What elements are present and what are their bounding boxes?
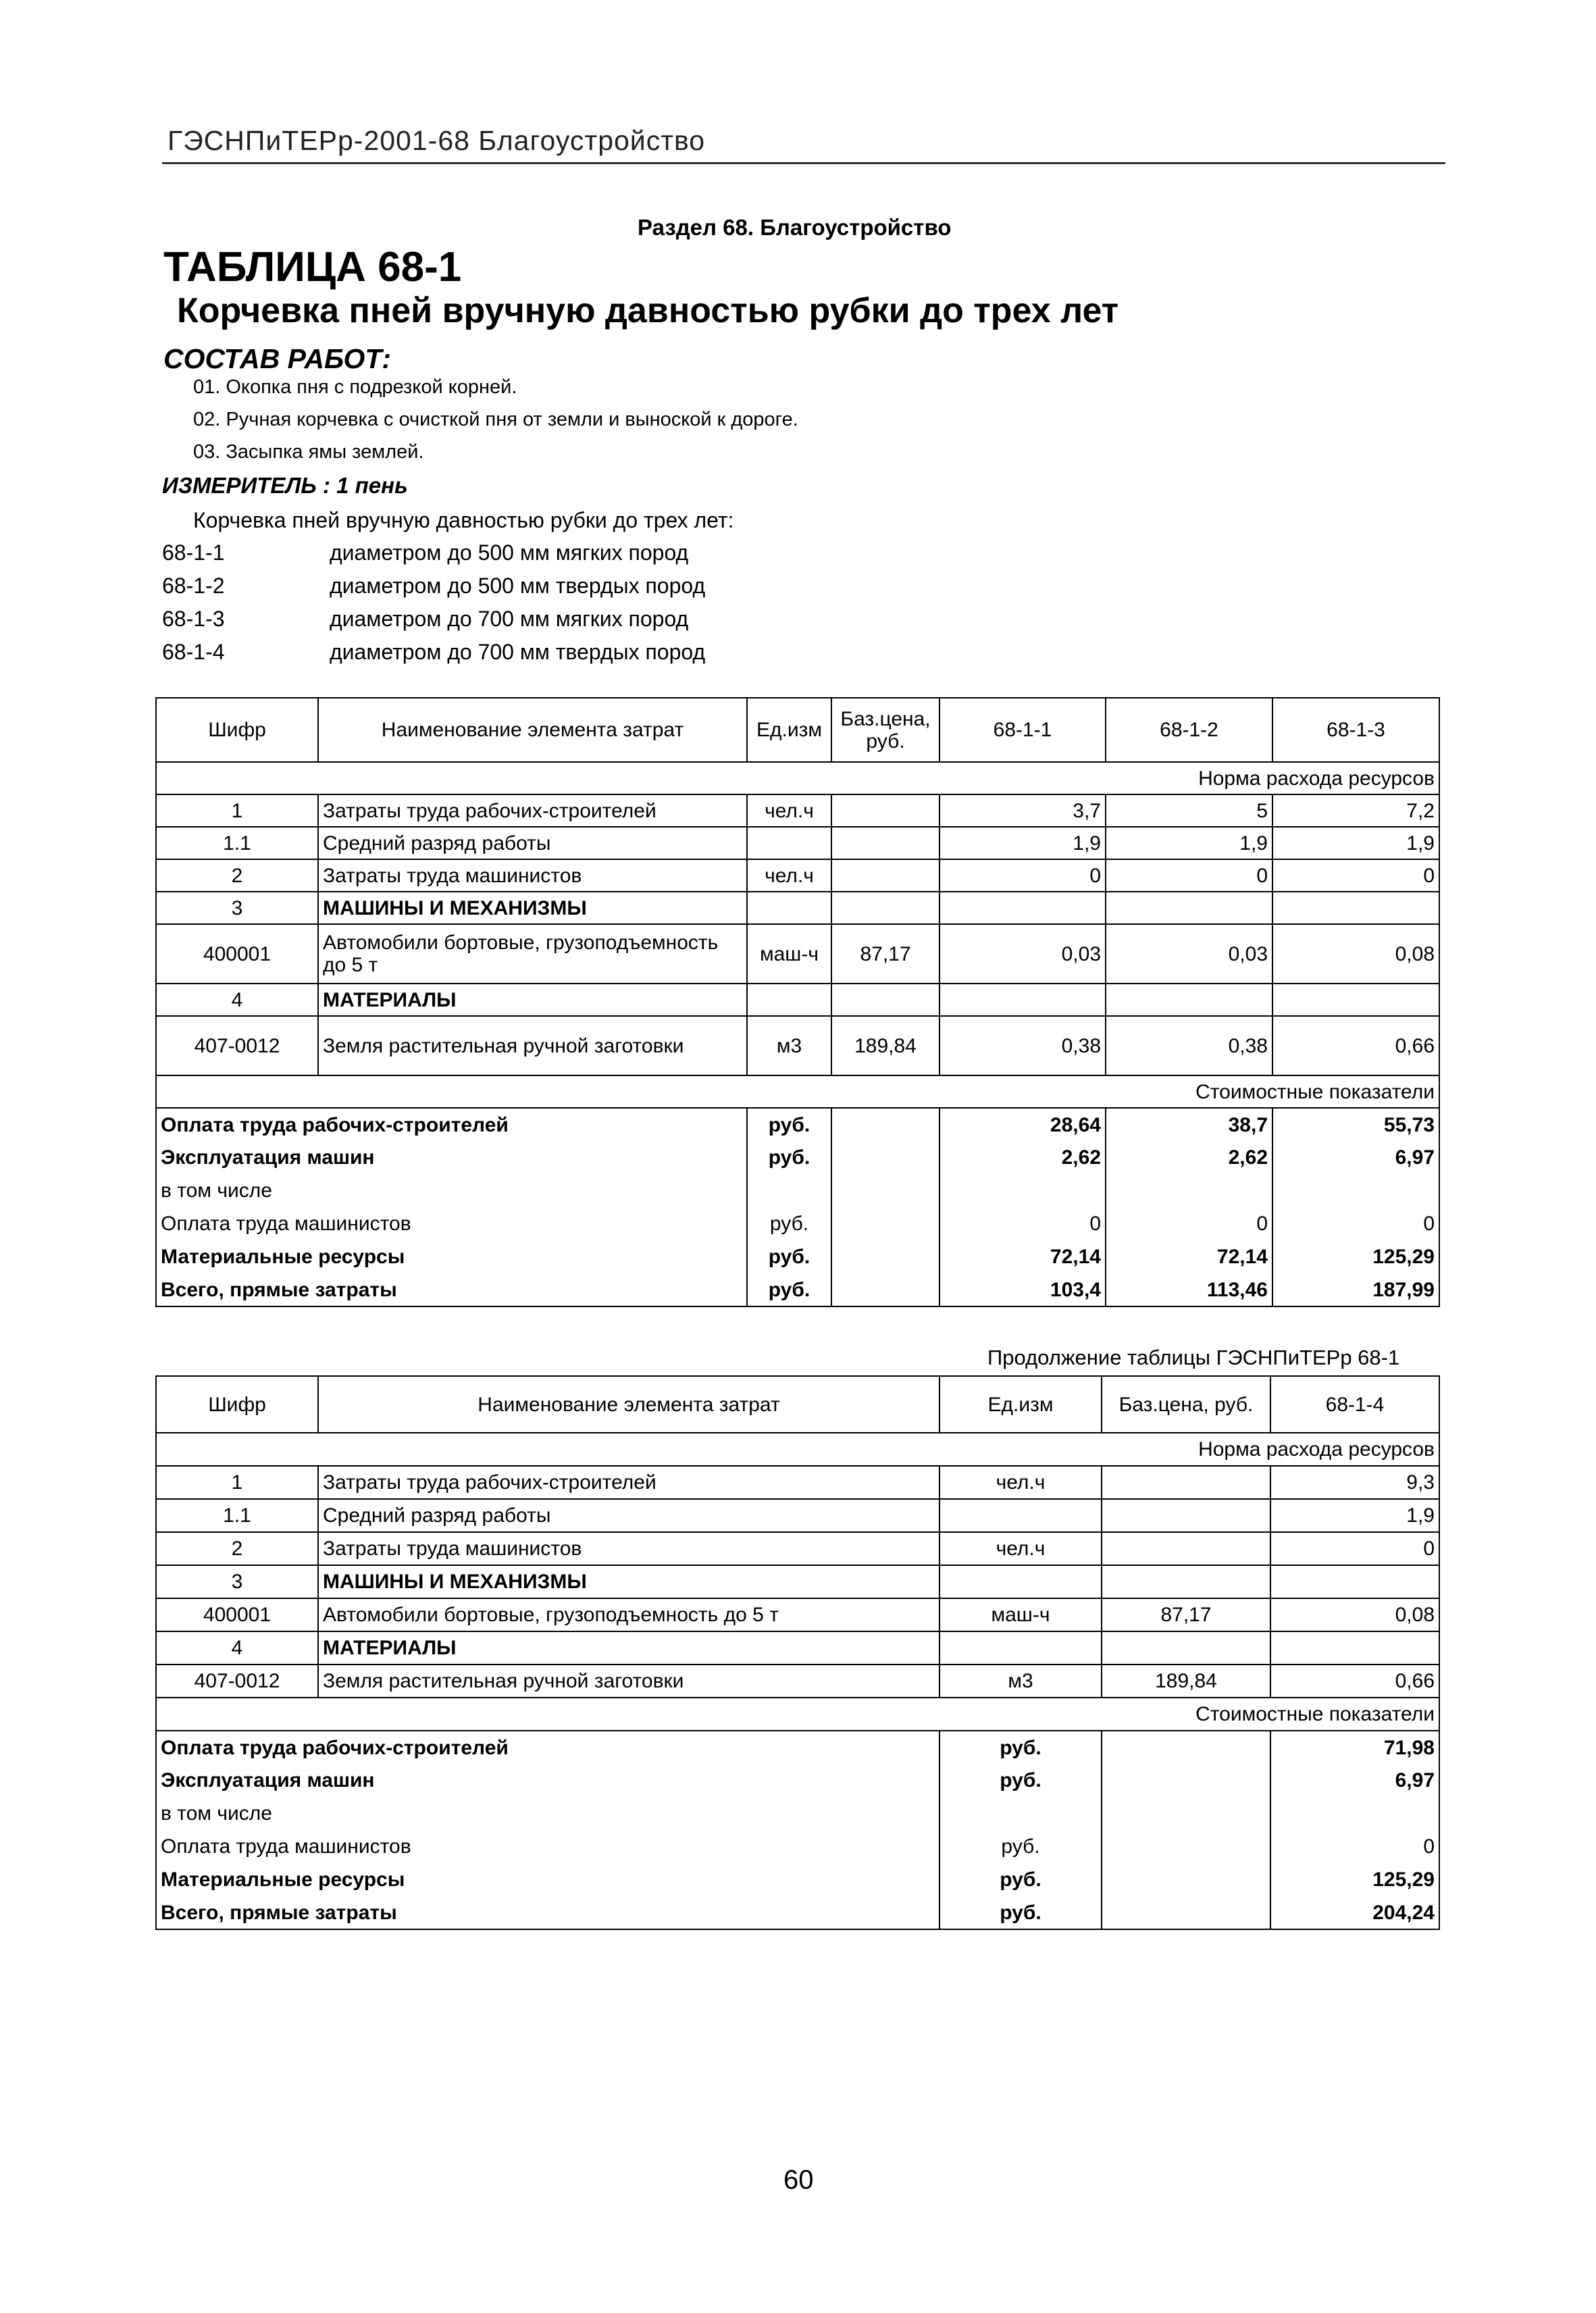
row-code: 3 bbox=[156, 1565, 318, 1598]
variant-code: 68-1-3 bbox=[162, 607, 225, 631]
cost-value: 0 bbox=[939, 1207, 1106, 1240]
row-value: 0,03 bbox=[939, 924, 1106, 984]
table-header-row bbox=[156, 1376, 1439, 1433]
cost-row bbox=[156, 1207, 1439, 1240]
running-header: ГЭСНПиТЕРр-2001-68 Благоустройство bbox=[168, 125, 706, 156]
row-unit: чел.ч bbox=[939, 1532, 1102, 1565]
cost-value: 72,14 bbox=[1106, 1240, 1272, 1273]
row-code: 4 bbox=[156, 1631, 318, 1664]
row-unit: чел.ч bbox=[747, 794, 831, 827]
row-name: МАШИНЫ И МЕХАНИЗМЫ bbox=[318, 1565, 939, 1598]
cost-value: 2,62 bbox=[1106, 1141, 1272, 1174]
row-unit: чел.ч bbox=[747, 859, 831, 892]
row-unit bbox=[939, 1631, 1102, 1664]
table-row bbox=[156, 1598, 1439, 1631]
col-header-price: Баз.цена, руб. bbox=[831, 698, 939, 762]
col-header-68-1-2: 68-1-2 bbox=[1106, 698, 1272, 762]
table-row bbox=[156, 924, 1439, 984]
cost-label: Материальные ресурсы bbox=[156, 1863, 939, 1896]
row-price bbox=[1102, 1532, 1270, 1565]
row-value: 0 bbox=[1270, 1532, 1439, 1565]
variant-code: 68-1-4 bbox=[162, 640, 225, 664]
row-code: 2 bbox=[156, 859, 318, 892]
row-code: 1.1 bbox=[156, 827, 318, 859]
variant-desc: диаметром до 700 мм твердых пород bbox=[330, 640, 706, 664]
cost-value: 204,24 bbox=[1270, 1896, 1439, 1929]
table-row bbox=[156, 1499, 1439, 1532]
cost-unit bbox=[747, 1174, 831, 1207]
table-row bbox=[156, 1664, 1439, 1698]
cost-unit: руб. bbox=[747, 1240, 831, 1273]
row-price: 189,84 bbox=[1102, 1664, 1270, 1698]
work-item: 03. Засыпка ямы землей. bbox=[193, 441, 424, 463]
row-unit bbox=[747, 984, 831, 1016]
row-code: 3 bbox=[156, 892, 318, 924]
row-name: МАТЕРИАЛЫ bbox=[318, 984, 747, 1016]
row-value: 9,3 bbox=[1270, 1466, 1439, 1499]
row-value bbox=[1270, 1565, 1439, 1598]
cost-row bbox=[156, 1896, 1439, 1929]
table-row bbox=[156, 794, 1439, 827]
cost-row bbox=[156, 1863, 1439, 1896]
row-code: 1.1 bbox=[156, 1499, 318, 1532]
cost-row bbox=[156, 1797, 1439, 1830]
cost-unit: руб. bbox=[747, 1141, 831, 1174]
measure-unit: ИЗМЕРИТЕЛЬ : 1 пень bbox=[162, 473, 408, 498]
row-value: 1,9 bbox=[939, 827, 1106, 859]
row-value bbox=[1272, 984, 1439, 1016]
row-value: 1,9 bbox=[1106, 827, 1272, 859]
col-header-unit: Ед.изм bbox=[939, 1376, 1102, 1433]
col-header-name: Наименование элемента затрат bbox=[318, 1376, 939, 1433]
cost-row bbox=[156, 1240, 1439, 1273]
cost-label: Оплата труда рабочих-строителей bbox=[156, 1731, 939, 1764]
cost-value: 38,7 bbox=[1106, 1108, 1272, 1141]
row-unit: м3 bbox=[747, 1016, 831, 1075]
cost-row bbox=[156, 1141, 1439, 1174]
row-price bbox=[831, 984, 939, 1016]
col-header-68-1-1: 68-1-1 bbox=[939, 698, 1106, 762]
row-unit: м3 bbox=[939, 1664, 1102, 1698]
cost-unit bbox=[939, 1797, 1102, 1830]
row-unit bbox=[939, 1499, 1102, 1532]
col-header-unit: Ед.изм bbox=[747, 698, 831, 762]
col-header-price: Баз.цена, руб. bbox=[1102, 1376, 1270, 1433]
row-price bbox=[831, 794, 939, 827]
cost-value: 6,97 bbox=[1270, 1764, 1439, 1797]
row-value: 0,08 bbox=[1272, 924, 1439, 984]
row-name: МАТЕРИАЛЫ bbox=[318, 1631, 939, 1664]
row-code: 407-0012 bbox=[156, 1664, 318, 1698]
row-code: 1 bbox=[156, 1466, 318, 1499]
resource-table-continuation bbox=[155, 1375, 1440, 1930]
row-name: Затраты труда рабочих-строителей bbox=[318, 794, 747, 827]
resource-table-main bbox=[155, 697, 1440, 1307]
header-rule bbox=[162, 162, 1445, 164]
section-title: Раздел 68. Благоустройство bbox=[638, 215, 952, 240]
cost-unit: руб. bbox=[939, 1830, 1102, 1863]
row-price bbox=[1102, 1565, 1270, 1598]
table-header-row bbox=[156, 698, 1439, 762]
cost-value: 55,73 bbox=[1272, 1108, 1439, 1141]
work-item: 01. Окопка пня с подрезкой корней. bbox=[193, 376, 517, 398]
cost-value: 28,64 bbox=[939, 1108, 1106, 1141]
variant-desc: диаметром до 500 мм твердых пород bbox=[330, 574, 706, 598]
table-row bbox=[156, 1532, 1439, 1565]
cost-label: Материальные ресурсы bbox=[156, 1240, 747, 1273]
row-value: 0 bbox=[939, 859, 1106, 892]
row-value: 0,38 bbox=[1106, 1016, 1272, 1075]
cost-band: Стоимостные показатели bbox=[156, 1698, 1439, 1731]
variants-intro: Корчевка пней вручную давностью рубки до трех лет: bbox=[193, 508, 734, 532]
row-name: Затраты труда машинистов bbox=[318, 859, 747, 892]
col-header-name: Наименование элемента затрат bbox=[318, 698, 747, 762]
row-unit bbox=[747, 827, 831, 859]
cost-value: 6,97 bbox=[1272, 1141, 1439, 1174]
cost-band: Стоимостные показатели bbox=[156, 1075, 1439, 1108]
row-unit: маш-ч bbox=[939, 1598, 1102, 1631]
row-name: Земля растительная ручной заготовки bbox=[318, 1664, 939, 1698]
row-price bbox=[831, 892, 939, 924]
cost-value: 125,29 bbox=[1270, 1863, 1439, 1896]
table-row bbox=[156, 1565, 1439, 1598]
cost-value: 187,99 bbox=[1272, 1273, 1439, 1306]
row-value bbox=[1106, 892, 1272, 924]
row-value: 5 bbox=[1106, 794, 1272, 827]
cost-row bbox=[156, 1108, 1439, 1141]
cost-label: Всего, прямые затраты bbox=[156, 1273, 747, 1306]
row-value bbox=[1272, 892, 1439, 924]
row-name: Автомобили бортовые, грузоподъемность до 5 т bbox=[318, 1598, 939, 1631]
variant-code: 68-1-1 bbox=[162, 540, 225, 565]
row-value: 0,03 bbox=[1106, 924, 1272, 984]
row-code: 407-0012 bbox=[156, 1016, 318, 1075]
table-row bbox=[156, 984, 1439, 1016]
row-price bbox=[1102, 1499, 1270, 1532]
row-price bbox=[1102, 1631, 1270, 1664]
table-number: ТАБЛИЦА 68-1 bbox=[163, 244, 462, 290]
row-value: 0,38 bbox=[939, 1016, 1106, 1075]
col-header-code: Шифр bbox=[156, 1376, 318, 1433]
cost-value bbox=[1272, 1174, 1439, 1207]
row-price: 189,84 bbox=[831, 1016, 939, 1075]
cost-row bbox=[156, 1731, 1439, 1764]
cost-value: 125,29 bbox=[1272, 1240, 1439, 1273]
cost-value: 0 bbox=[1106, 1207, 1272, 1240]
row-name: Затраты труда рабочих-строителей bbox=[318, 1466, 939, 1499]
cost-unit: руб. bbox=[747, 1207, 831, 1240]
works-heading: СОСТАВ РАБОТ: bbox=[163, 343, 392, 374]
cost-label: Всего, прямые затраты bbox=[156, 1896, 939, 1929]
row-value: 0,66 bbox=[1270, 1664, 1439, 1698]
table-row bbox=[156, 1016, 1439, 1075]
row-price: 87,17 bbox=[1102, 1598, 1270, 1631]
cost-label: в том числе bbox=[156, 1797, 939, 1830]
work-item: 02. Ручная корчевка с очисткой пня от земли и выноской к дороге. bbox=[193, 409, 798, 430]
row-name: Автомобили бортовые, грузоподъемность до 5 т bbox=[318, 924, 747, 984]
cost-row bbox=[156, 1830, 1439, 1863]
table-row bbox=[156, 1631, 1439, 1664]
cost-label: Эксплуатация машин bbox=[156, 1141, 747, 1174]
norm-band: Норма расхода ресурсов bbox=[156, 762, 1439, 794]
row-value bbox=[1106, 984, 1272, 1016]
row-unit: чел.ч bbox=[939, 1466, 1102, 1499]
cost-value: 72,14 bbox=[939, 1240, 1106, 1273]
variant-code: 68-1-2 bbox=[162, 574, 225, 598]
variant-desc: диаметром до 700 мм мягких пород bbox=[330, 607, 689, 631]
cost-unit: руб. bbox=[939, 1863, 1102, 1896]
cost-value bbox=[939, 1174, 1106, 1207]
cost-value: 2,62 bbox=[939, 1141, 1106, 1174]
col-header-code: Шифр bbox=[156, 698, 318, 762]
row-code: 400001 bbox=[156, 924, 318, 984]
variant-desc: диаметром до 500 мм мягких пород bbox=[330, 540, 689, 565]
row-price bbox=[831, 827, 939, 859]
row-name: МАШИНЫ И МЕХАНИЗМЫ bbox=[318, 892, 747, 924]
table-row bbox=[156, 859, 1439, 892]
cost-label: Оплата труда рабочих-строителей bbox=[156, 1108, 747, 1141]
cost-value: 0 bbox=[1270, 1830, 1439, 1863]
cost-unit: руб. bbox=[747, 1108, 831, 1141]
row-value: 0,08 bbox=[1270, 1598, 1439, 1631]
continuation-caption: Продолжение таблицы ГЭСНПиТЕРр 68-1 bbox=[987, 1346, 1400, 1369]
row-value: 0 bbox=[1272, 859, 1439, 892]
table-row bbox=[156, 827, 1439, 859]
row-price bbox=[1102, 1466, 1270, 1499]
row-code: 4 bbox=[156, 984, 318, 1016]
table-row bbox=[156, 1466, 1439, 1499]
row-name: Средний разряд работы bbox=[318, 827, 747, 859]
row-value bbox=[939, 984, 1106, 1016]
row-price bbox=[831, 859, 939, 892]
cost-value: 71,98 bbox=[1270, 1731, 1439, 1764]
row-value: 7,2 bbox=[1272, 794, 1439, 827]
cost-value bbox=[1270, 1797, 1439, 1830]
norm-band: Норма расхода ресурсов bbox=[156, 1433, 1439, 1466]
cost-value: 103,4 bbox=[939, 1273, 1106, 1306]
cost-label: Оплата труда машинистов bbox=[156, 1830, 939, 1863]
row-unit bbox=[747, 892, 831, 924]
cost-value bbox=[1106, 1174, 1272, 1207]
col-header-68-1-3: 68-1-3 bbox=[1272, 698, 1439, 762]
row-unit bbox=[939, 1565, 1102, 1598]
cost-unit: руб. bbox=[939, 1731, 1102, 1764]
row-name: Затраты труда машинистов bbox=[318, 1532, 939, 1565]
row-value bbox=[939, 892, 1106, 924]
col-header-68-1-4: 68-1-4 bbox=[1270, 1376, 1439, 1433]
row-value: 1,9 bbox=[1270, 1499, 1439, 1532]
row-value bbox=[1270, 1631, 1439, 1664]
table-row bbox=[156, 892, 1439, 924]
row-value: 1,9 bbox=[1272, 827, 1439, 859]
row-value: 3,7 bbox=[939, 794, 1106, 827]
cost-label: Оплата труда машинистов bbox=[156, 1207, 747, 1240]
cost-row bbox=[156, 1764, 1439, 1797]
cost-label: в том числе bbox=[156, 1174, 747, 1207]
cost-unit: руб. bbox=[939, 1896, 1102, 1929]
cost-label: Эксплуатация машин bbox=[156, 1764, 939, 1797]
row-code: 400001 bbox=[156, 1598, 318, 1631]
row-code: 2 bbox=[156, 1532, 318, 1565]
row-value: 0,66 bbox=[1272, 1016, 1439, 1075]
page-number: 60 bbox=[783, 2165, 814, 2195]
row-name: Средний разряд работы bbox=[318, 1499, 939, 1532]
row-value: 0 bbox=[1106, 859, 1272, 892]
cost-row bbox=[156, 1174, 1439, 1207]
row-price: 87,17 bbox=[831, 924, 939, 984]
cost-unit: руб. bbox=[747, 1273, 831, 1306]
cost-value: 113,46 bbox=[1106, 1273, 1272, 1306]
row-code: 1 bbox=[156, 794, 318, 827]
row-name: Земля растительная ручной заготовки bbox=[318, 1016, 747, 1075]
cost-value: 0 bbox=[1272, 1207, 1439, 1240]
row-unit: маш-ч bbox=[747, 924, 831, 984]
cost-unit: руб. bbox=[939, 1764, 1102, 1797]
table-title: Корчевка пней вручную давностью рубки до трех лет bbox=[177, 291, 1119, 330]
cost-row bbox=[156, 1273, 1439, 1306]
